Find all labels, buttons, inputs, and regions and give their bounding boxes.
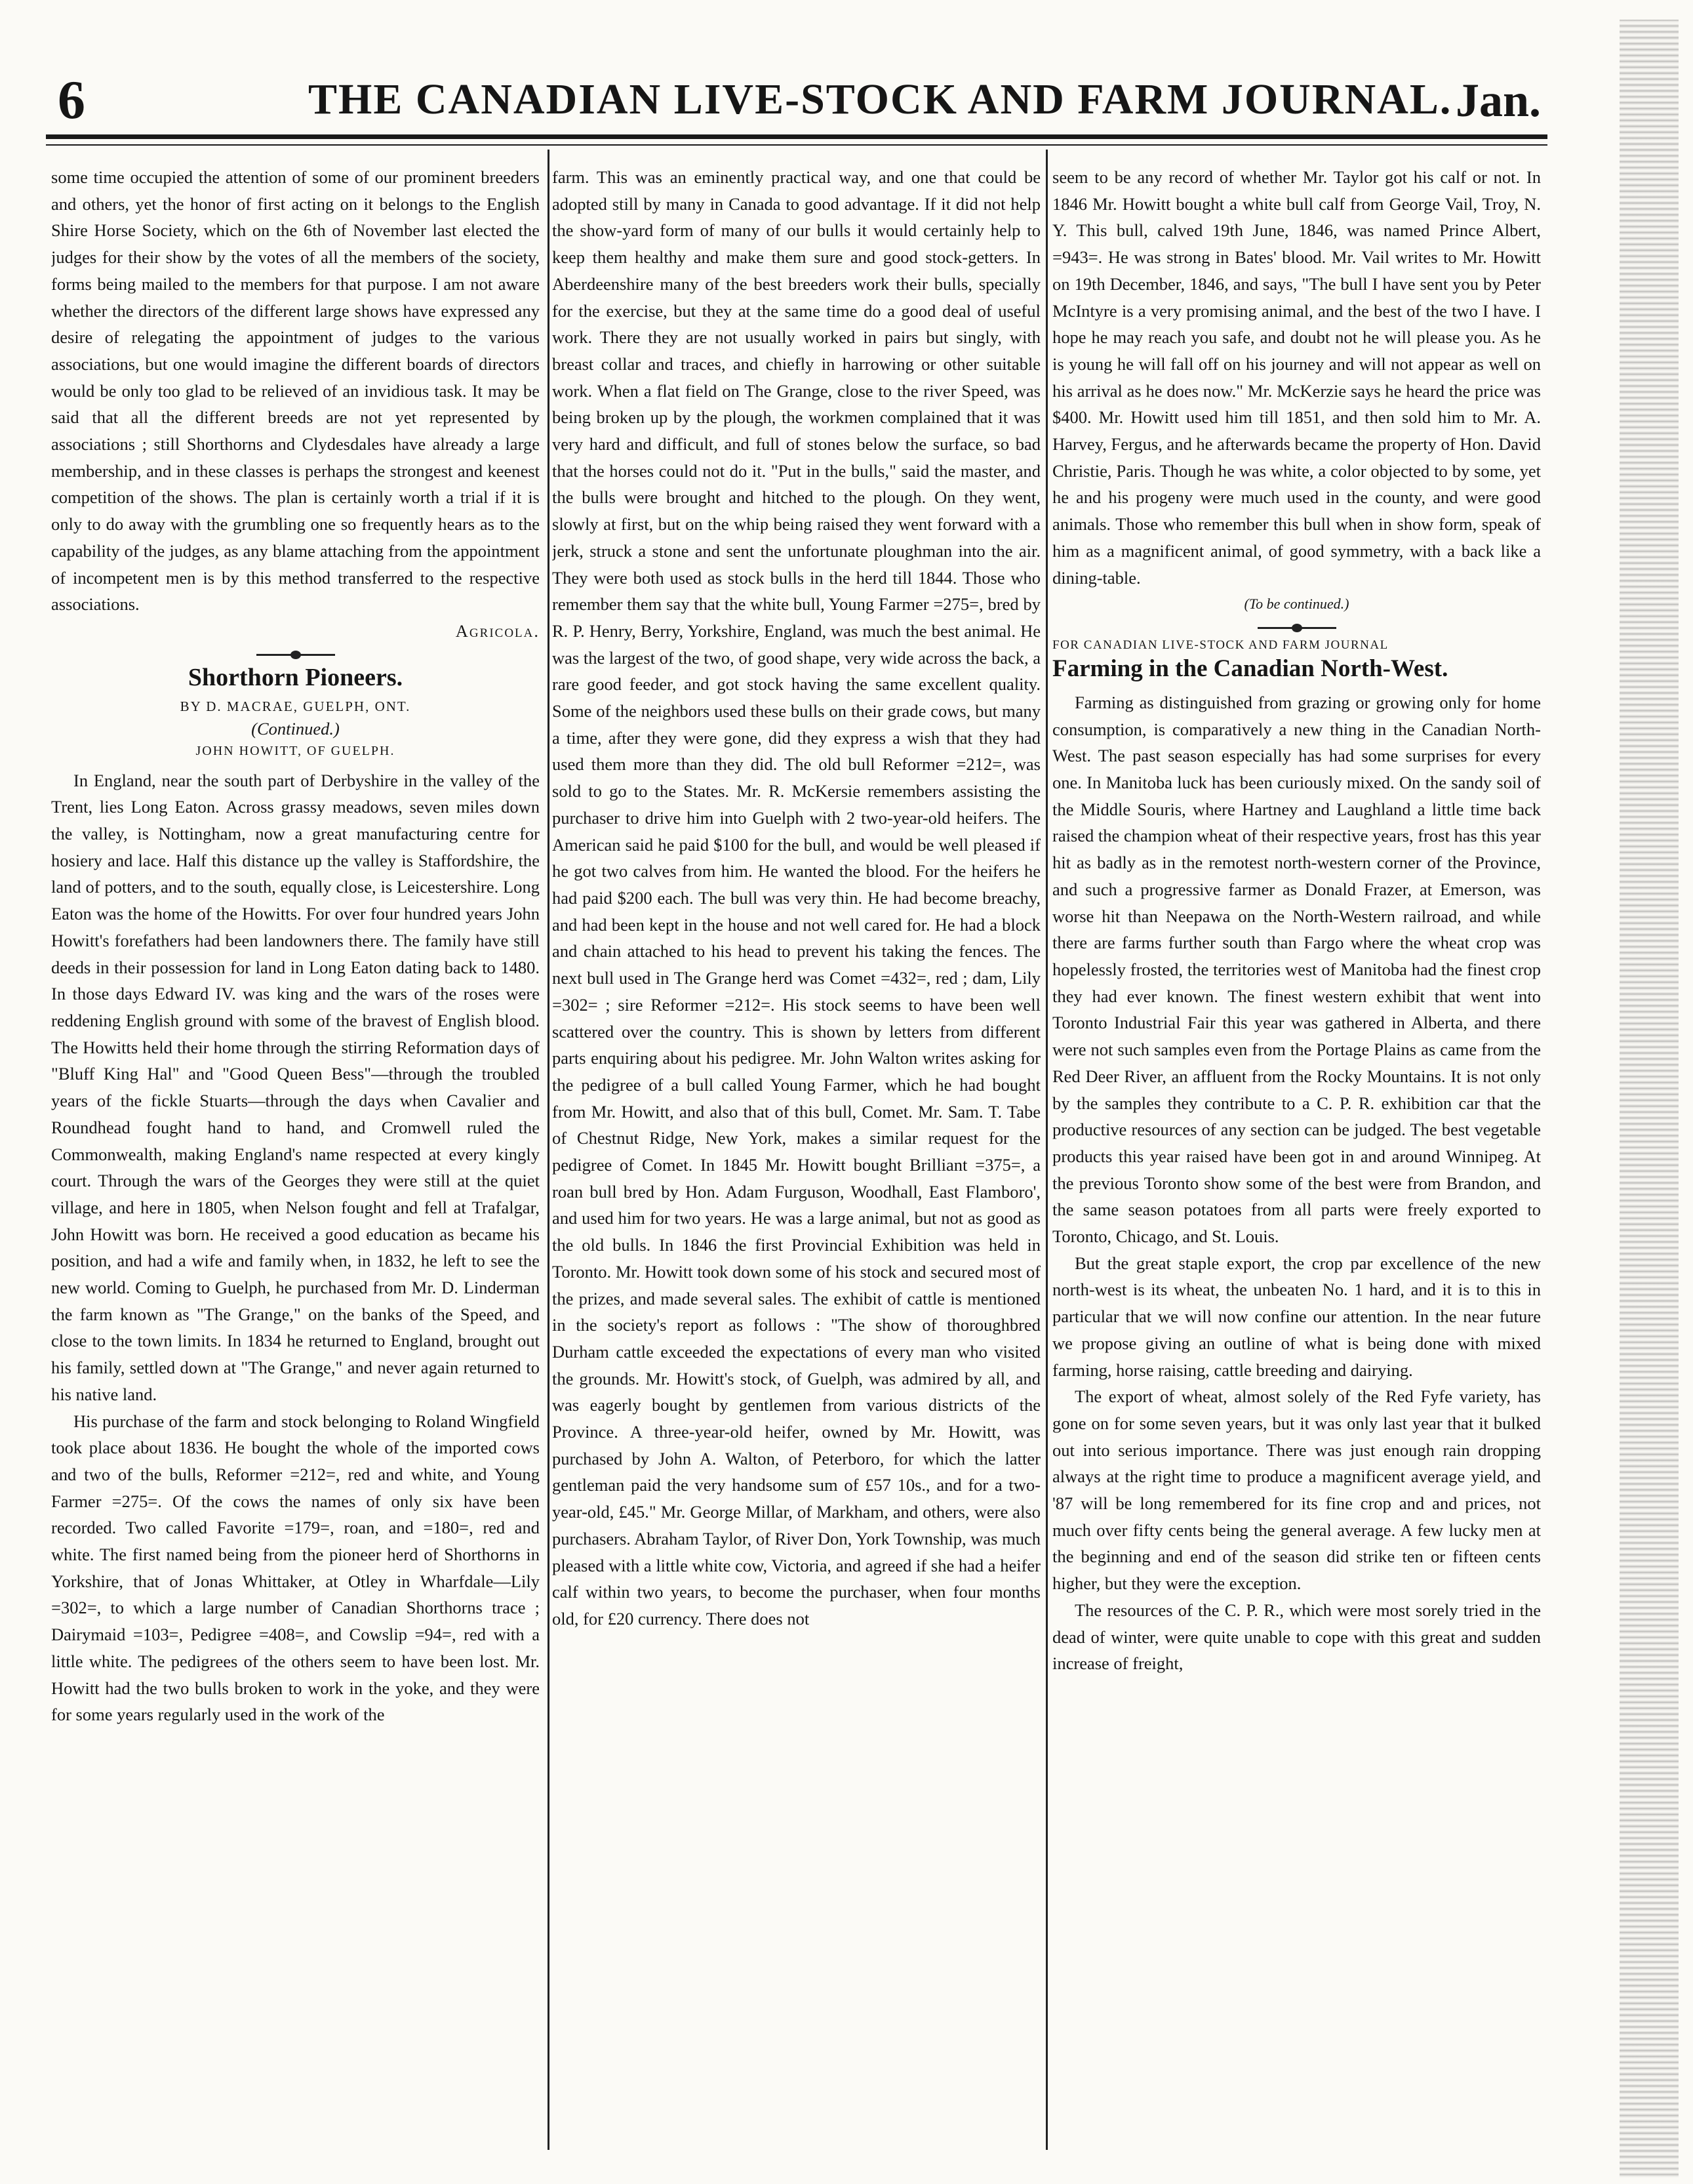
section-divider xyxy=(1258,627,1336,629)
paragraph: Farming as distinguished from grazing or growing only for home consumption, is comparatively a new thing in the Canadian North-West. The past season especially has had some surprises for every one. In Manitoba luck has been curiously mixed. On the sandy soil of the Middle Souris, where Hartney and Laughland a little time back raised the champion wheat of their respective years, frost has this year hit as badly as in the remotest north-western corner of the Province, and such a progressive farmer as Donald Frazer, at Emerson, was worse hit than Neepawa on the North-Western railroad, and while there are farms further south than Fargo where the wheat crop was hopelessly frosted, the territories west of Manitoba had the finest crop they had ever known. The finest western exhibit that went into Toronto Industrial Fair this year was gathered in Alberta, and there were not such samples even from the Portage Plains as came from the Red Deer River, an affluent from the Rocky Mountains. It is not only by the samples they contribute to a C. P. R. exhibition car that the productive resources of any section can be judged. The best vegetable products this year raised have been got in and around Winnipeg. At the previous Toronto show some of the best were from Brandon, and the same season potatoes from all parts were freely exported to Toronto, Chicago, and St. Louis. xyxy=(1052,692,1541,1247)
column-rule-2 xyxy=(1046,150,1048,2150)
continued-note: (Continued.) xyxy=(251,718,340,738)
article-subject: JOHN HOWITT, OF GUELPH. xyxy=(195,743,395,758)
article-title-farming-north-west: Farming in the Canadian North-West. xyxy=(1052,655,1448,682)
paragraph: The resources of the C. P. R., which were most sorely tried in the dead of winter, were quite unable to cope with this great and sudden increase of freight, xyxy=(1052,1600,1541,1674)
article-kicker: FOR CANADIAN LIVE-STOCK AND FARM JOURNAL xyxy=(1052,637,1389,652)
page-number: 6 xyxy=(58,70,85,131)
column-rule-1 xyxy=(548,150,549,2150)
issue-month: Jan. xyxy=(1455,74,1541,127)
paragraph: seem to be any record of whether Mr. Taylor got his calf or not. In 1846 Mr. Howitt bought a white bull calf from George Vail, Troy, N. Y. This bull, calved 19th June, 1846, was named Prince Albert, =943=. He was strong in Bates' blood. Mr. Vail writes to Mr. Howitt on 19th December, 1846, and says, "The bull I have sent you by Peter McIntyre is a very promising animal, and the best of the two I have. I hope he may reach you safe, and doubt not he will please you. As he is young he will fall off on his journey and will not appear as well on his arrival as he does now." Mr. McKerzie says he heard the price was $400. Mr. Howitt used him till 1851, and then sold him to Mr. A. Harvey, Fergus, and he afterwards became the property of Hon. David Christie, Paris. Though he was white, a color objected to by some, yet he and his progeny were much used in the county, and were good animals. Those who remember this bull when in show form, speak of him as a magnificent animal, of good symmetry, with a back like a dining-table. xyxy=(1052,167,1541,588)
paragraph: farm. This was an eminently practical way, and one that could be adopted still by many in Canada to good advantage. If it did not help the show-yard form of many of our bulls it would certainly help to keep them healthy and make them sure and good stock-getters. In Aberdeenshire many of the best breeders work their bulls, specially for the exercise, but they at the same time do a good deal of useful work. There they are not usually worked in pairs but singly, with breast collar and traces, and chiefly in harrowing or other suitable work. When a flat field on The Grange, close to the river Speed, was being broken up by the plough, the workmen complained that it was very hard and difficult, and full of stones below the surface, so bad that the horses could not do it. "Put in the bulls," said the master, and the bulls were brought and hitched to the plough. On they went, slowly at first, but on the whip being raised they went forward with a jerk, struck a stone and sent the unfortunate ploughman into the air. They were both used as stock bulls in the herd till 1844. Those who remember them say that the white bull, Young Farmer =275=, bred by R. P. Henry, Berry, Yorkshire, England, was much the best animal. He was the largest of the two, of good shape, very wide across the back, a rare good feeder, and got stock having the same excellent quality. Some of the neighbors used these bulls on their grade cows, but many a time, after they were gone, did they express a wish that they had used them more than they did. The old bull Reformer =212=, was sold to go to the States. Mr. R. McKersie remembers assisting the purchaser to drive him into Guelph with 2 two-year-old heifers. The American said he paid $100 for the bull, and would be well pleased if he got two calves from him. He wanted the blood. For the heifers he had paid $200 each. The bull was very thin. He had become breachy, and had been kept in the house and not well cared for. He had a block and chain attached to his head to prevent his taking the fences. The next bull used in The Grange herd was Comet =432=, red ; dam, Lily =302= ; sire Reformer =212=. His stock seems to have been well scattered over the country. This is shown by letters from different parts enquiring about his pedigree. Mr. John Walton writes asking for the pedigree of a bull called Young Farmer, which he had bought from Mr. Howitt, and also that of this bull, Comet. Mr. Sam. T. Tabe of Chestnut Ridge, New York, makes a similar request for the pedigree of Comet. In 1845 Mr. Howitt bought Brilliant =375=, a roan bull bred by Hon. Adam Furguson, Woodhall, East Flamboro', and used him for two years. He was a large animal, but not as good as the old bulls. In 1846 the first Provincial Exhibition was held in Toronto. Mr. Howitt took down some of his stock and secured most of the prizes, and made several sales. The exhibit of cattle is mentioned in the society's report as follows : "The show of thoroughbred Durham cattle exceeded the expectations of every man who visited the grounds. Mr. Howitt's stock, of Guelph, was admired by all, and was eagerly bought by gentlemen from various districts of the Province. A three-year-old heifer, owned by Mr. Howitt, was purchased by John A. Walton, of Peterboro, for which the latter gentleman paid the very handsome sum of £57 10s., and for a two-year-old, £45." Mr. George Millar, of Markham, and others, were also purchasers. Abraham Taylor, of River Don, York Township, was much pleased with a little white cow, Victoria, and agreed if she had a heifer calf within two years, to become the purchaser, when four months old, for £20 currency. There does not xyxy=(552,167,1041,1628)
to-be-continued-note: (To be continued.) xyxy=(1244,596,1349,613)
journal-title: THE CANADIAN LIVE-STOCK AND FARM JOURNAL. xyxy=(308,75,1452,123)
header-rule-thick xyxy=(46,134,1547,139)
page-header xyxy=(46,64,1547,136)
section-divider xyxy=(256,654,335,656)
article-byline: BY D. MACRAE, GUELPH, ONT. xyxy=(180,698,411,714)
paragraph: The export of wheat, almost solely of the Red Fyfe variety, has gone on for some seven years, but it was only last year that it bulked out into serious importance. There was just enough rain dropping always at the right time to produce a magnificent average yield, and '87 will be long remembered for its fine crop and and prices, not much over fifty cents being the general average. A few lucky men at the beginning and end of the season did strike ten or fifteen cents higher, but they were the exception. xyxy=(1052,1386,1541,1594)
column-3 xyxy=(1052,164,1541,2164)
column-2 xyxy=(552,164,1041,2164)
paragraph: In England, near the south part of Derbyshire in the valley of the Trent, lies Long Eaton. Across grassy meadows, seven miles down the valley, is Nottingham, now a great manufacturing centre for hosiery and lace. Half this distance up the valley is Staffordshire, the land of potters, and to the south, equally close, is Leicestershire. Long Eaton was the home of the Howitts. For over four hundred years John Howitt's forefathers had been landowners there. The family have still deeds in their possession for land in Long Eaton dating back to 1480. In those days Edward IV. was king and the wars of the roses were reddening English ground with some of the bravest of English blood. The Howitts held their home through the stirring Reformation days of "Bluff King Hal" and "Good Queen Bess"—through the troubled years of the fickle Stuarts—through the days when Cavalier and Roundhead fought hand to hand, and Cromwell ruled the Commonwealth, making England's name respected at every kingly court. Through the wars of the Georges they were still at the quiet village, and here in 1805, when Nelson fought and fell at Trafalgar, John Howitt was born. He received a good education as became his position, and had a wife and family when, in 1832, he left to see the new world. Coming to Guelph, he purchased from Mr. D. Linderman the farm known as "The Grange," on the banks of the Speed, and close to the town limits. In 1834 he returned to England, brought out his family, settled down at "The Grange," and never again returned to his native land. xyxy=(51,770,540,1404)
scan-edge-artifact xyxy=(1620,20,1679,2177)
article-title-shorthorn-pioneers: Shorthorn Pioneers. xyxy=(188,663,403,691)
author-signature: Agricola. xyxy=(455,620,540,641)
paragraph: some time occupied the attention of some of our prominent breeders and others, yet the honor of first acting on it belongs to the English Shire Horse Society, which on the 6th of November last elected the judges for their show by the votes of all the members of the society, forms being mailed to the members for that purpose. I am not aware whether the directors of the different large shows have expressed any desire of relegating the appointment of judges to the various associations, but one would imagine the different boards of directors would be only too glad to be relieved of an invidious task. It may be said that all the different breeds are not yet represented by associations ; still Shorthorns and Clydesdales have already a large membership, and in these classes is perhaps the strongest and keenest competition of the shows. The plan is certainly worth a trial if it is only to do away with the grumbling one so frequently hears as to the capability of the judges, as any blame attaching from the appointment of incompetent men is by this method transferred to the respective associations. xyxy=(51,167,540,615)
paragraph: His purchase of the farm and stock belonging to Roland Wingfield took place about 1836. He bought the whole of the imported cows and two of the bulls, Reformer =212=, red and white, and Young Farmer =275=. Of the cows the names of only six have been recorded. Two called Favorite =179=, roan, and =180=, red and white. The first named being from the pioneer herd of Shorthorns in Yorkshire, that of Jonas Whittaker, at Otley in Wharfdale—Lily =302=, to which a large number of Canadian Shorthorns trace ; Dairymaid =103=, Pedigree =408=, and Cowslip =94=, red with a little white. The pedigrees of the others seem to have been lost. Mr. Howitt had the two bulls broken to work in the yoke, and they were for some years regularly used in the work of the xyxy=(51,1411,540,1725)
column-1 xyxy=(51,164,540,2164)
header-rule-thin xyxy=(46,144,1547,146)
paragraph: But the great staple export, the crop par excellence of the new north-west is its wheat, the unbeaten No. 1 hard, and it is to this in particular that we will now confine our attention. In the near future we propose giving an outline of what is being done with mixed farming, horse raising, cattle breeding and dairying. xyxy=(1052,1253,1541,1380)
